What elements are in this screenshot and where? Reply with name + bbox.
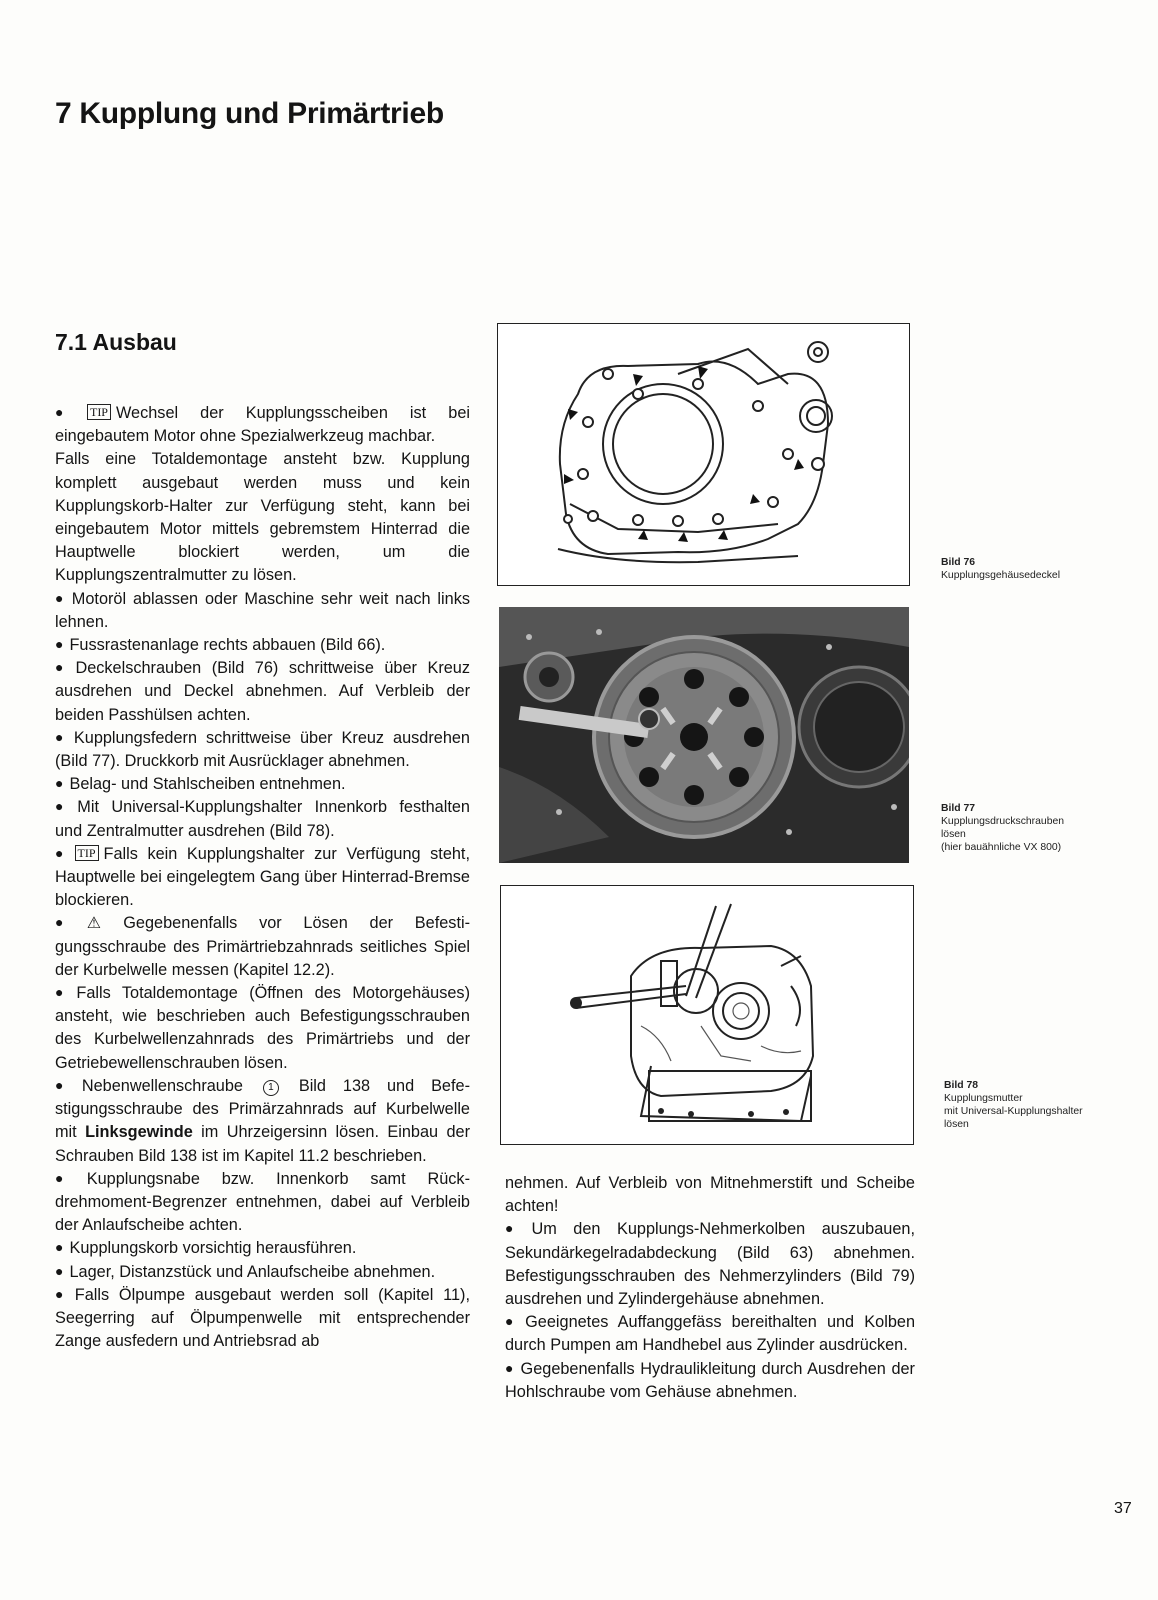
bullet-icon: ● bbox=[55, 775, 64, 792]
list-item-text: Deckelschrauben (Bild 76) schrittweise über Kreuz ausdrehen und Deckel abnehmen. Auf Verbleib der beiden Passhülsen achten. bbox=[55, 659, 470, 724]
bullet-icon: ● bbox=[55, 636, 64, 653]
list-item bbox=[55, 634, 470, 657]
list-item-text: Gegebenenfalls Hydraulikleitung durch Ausdrehen der Hohlschraube vom Gehäuse abnehmen. bbox=[505, 1359, 915, 1401]
bullet-icon: ● bbox=[55, 1285, 69, 1302]
list-item-text: Kupplungskorb vorsichtig herausführen. bbox=[69, 1239, 357, 1258]
caption-number: Bild 76 bbox=[941, 557, 976, 568]
tip-badge: TIP bbox=[75, 845, 99, 861]
list-item bbox=[55, 982, 470, 1075]
caption-line: Kupplungsdruckschrauben bbox=[941, 816, 1065, 827]
list-item-text: Mit Universal-Kupplungshalter Innenkorb festhalten und Zentralmutter ausdrehen (Bild 78). bbox=[55, 798, 470, 840]
caption-bild77 bbox=[941, 802, 1064, 854]
caption-bild76 bbox=[941, 556, 1060, 582]
clutch-cover-illustration bbox=[498, 324, 909, 585]
caption-line: (hier bauähnliche VX 800) bbox=[941, 842, 1062, 853]
paragraph-text: Gegebenenfalls vor Lösen der Befestigungsschraube des Primärtriebzahnrads seitliches Spiel der Kurbelwelle messen (Kapitel 12.2). bbox=[55, 914, 471, 979]
list-item-text: Lager, Distanzstück und Anlaufscheibe abnehmen. bbox=[69, 1262, 436, 1281]
caption-line: mit Universal-Kupplungshalter bbox=[944, 1106, 1083, 1117]
list-item bbox=[55, 773, 470, 796]
bullet-icon: ● bbox=[505, 1313, 520, 1330]
list-item-text: Belag- und Stahlscheiben entnehmen. bbox=[69, 775, 346, 794]
list-item-text: Geeignetes Auffanggefäss bereithalten und Kolben durch Pumpen am Handhebel aus Zylinder ausdrücken. bbox=[505, 1313, 915, 1355]
list-item-text: im Uhrzeigersinn lösen. Einbau der Schrauben Bild 138 ist im Kapitel 11.2 beschrieben. bbox=[55, 1123, 470, 1165]
caption-bild78 bbox=[944, 1079, 1083, 1131]
figure-bild77-clutch-photo bbox=[499, 607, 909, 863]
paragraph-text: Wechsel der Kupplungsscheiben ist bei eingebautem Motor ohne Spezialwerkzeug machbar. bbox=[55, 404, 470, 446]
list-item bbox=[505, 1218, 915, 1311]
paragraph-tip-1 bbox=[55, 402, 470, 448]
section-title: 7.1 Ausbau bbox=[55, 329, 177, 355]
list-item-text: Um den Kupplungs-Nehmerkolben auszubauen, Sekundärkegelradabdeckung (Bild 63) abnehmen. Befestigungsschrauben des Nehmerzylinders (Bild 79) ausdrehen und Zylindergehäuse abnehmen. bbox=[505, 1220, 915, 1309]
list-item bbox=[55, 727, 470, 773]
bullet-icon: ● bbox=[55, 844, 69, 861]
list-item bbox=[55, 1075, 470, 1168]
list-item-text: Kupplungsfedern schrittweise über Kreuz ausdrehen (Bild 77). Druckkorb mit Ausrücklager abnehmen. bbox=[55, 728, 470, 771]
list-item bbox=[55, 1168, 470, 1238]
caption-line: Kupplungsgehäusedeckel bbox=[941, 570, 1061, 581]
list-item bbox=[505, 1358, 915, 1404]
list-item bbox=[55, 796, 470, 842]
bullet-icon: ● bbox=[55, 914, 81, 931]
caption-number: Bild 77 bbox=[941, 803, 976, 814]
paragraph-text: Falls kein Kupplungshalter zur Verfügung steht, Hauptwelle bei eingelegtem Gang über Hinterrad-Bremse blockieren. bbox=[55, 844, 470, 910]
bullet-icon: ● bbox=[505, 1220, 526, 1237]
emphasis-text: Linksgewinde bbox=[85, 1123, 193, 1142]
list-item-text: Fussrastenanlage rechts abbauen (Bild 66). bbox=[69, 636, 386, 655]
bullet-icon: ● bbox=[55, 1262, 64, 1279]
warning-icon: ⚠ bbox=[86, 915, 119, 933]
bullet-icon: ● bbox=[55, 984, 71, 1001]
caption-line: Kupplungsmutter bbox=[944, 1093, 1023, 1104]
list-item-text: Motoröl ablassen oder Maschine sehr weit nach links lehnen. bbox=[55, 589, 470, 631]
list-item bbox=[55, 657, 470, 727]
chapter-title: 7 Kupplung und Primärtrieb bbox=[55, 97, 444, 130]
bullet-icon: ● bbox=[55, 798, 72, 815]
bullet-icon: ● bbox=[505, 1359, 515, 1376]
list-item bbox=[55, 1237, 470, 1260]
list-item bbox=[55, 1284, 470, 1354]
clutch-holder-illustration bbox=[501, 886, 913, 1144]
list-item-text: Falls Totaldemontage (Öffnen des Motorgehäuses) ansteht, wie beschrieben auch Befestigungsschrauben des Kurbelwellenzahnrads des Primärtriebs und der Getriebewellenschrauben lösen. bbox=[55, 984, 470, 1072]
paragraph: nehmen. Auf Verbleib von Mitnehmerstift und Scheibe achten! bbox=[505, 1174, 915, 1216]
circled-number-icon: 1 bbox=[263, 1080, 279, 1096]
list-item-text: Nebenwellenschraube bbox=[81, 1076, 243, 1095]
tip-badge: TIP bbox=[87, 404, 111, 420]
list-item bbox=[55, 588, 470, 634]
list-item bbox=[505, 1311, 915, 1357]
paragraph-warning bbox=[55, 912, 470, 982]
list-item bbox=[55, 1261, 470, 1284]
figure-bild78-clutch-holder-drawing bbox=[500, 885, 914, 1145]
caption-number: Bild 78 bbox=[944, 1080, 979, 1091]
paragraph: Falls eine Totaldemontage ansteht bzw. Kupplung komplett ausgebaut werden muss und kein Kupplungskorb-Halter zur Verfügung steht, kann bei eingebautem Motor mittels gebremstem Hinterrad die Hauptwelle blockiert werden, um die Kupplungszentralmutter zu lösen. bbox=[55, 450, 470, 585]
figure-bild76-clutch-cover-drawing bbox=[497, 323, 910, 586]
paragraph-tip-2 bbox=[55, 843, 470, 913]
bullet-icon: ● bbox=[55, 1076, 76, 1093]
list-item-text: Bild 138 und Befestigungsschraube des Primärzahnrads auf Kurbelwelle mit bbox=[55, 1076, 470, 1142]
list-item-text: Kupplungsnabe bzw. Innenkorb samt Rückdrehmoment-Begrenzer entnehmen, dabei auf Verbleib der Anlaufscheibe achten. bbox=[55, 1169, 470, 1235]
caption-line: lösen bbox=[941, 829, 966, 840]
right-text-column bbox=[505, 1172, 915, 1404]
bullet-icon: ● bbox=[55, 1169, 81, 1186]
clutch-photo-illustration bbox=[499, 607, 909, 863]
page-number: 37 bbox=[1114, 1500, 1132, 1517]
list-item-text: Falls Ölpumpe ausgebaut werden soll (Kapitel 11), Seegerring auf Ölpumpenwelle mit entsprechender Zange ausfedern und Antriebsrad ab bbox=[55, 1285, 470, 1351]
bullet-icon: ● bbox=[55, 659, 70, 676]
bullet-icon: ● bbox=[55, 404, 81, 420]
left-text-column bbox=[55, 402, 470, 1353]
bullet-icon: ● bbox=[55, 1239, 64, 1256]
bullet-icon: ● bbox=[55, 589, 66, 606]
bullet-icon: ● bbox=[55, 728, 68, 745]
caption-line: lösen bbox=[944, 1119, 969, 1130]
